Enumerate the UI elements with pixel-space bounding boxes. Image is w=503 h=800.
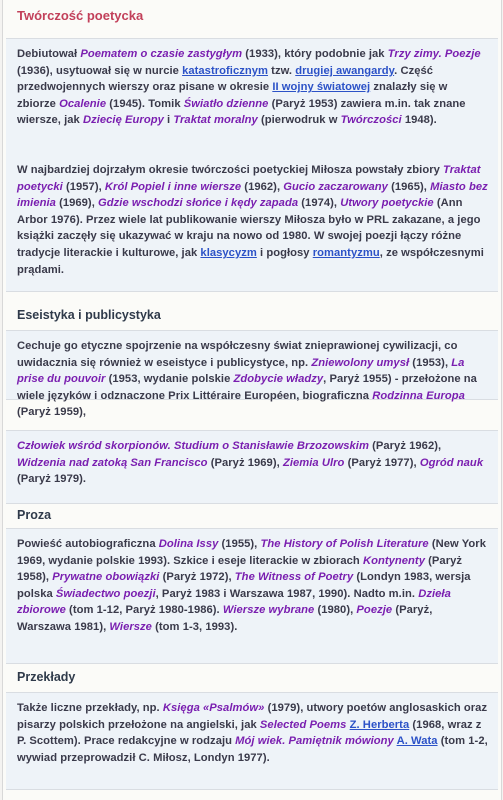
text: (1968, wraz z P. Scottem). Prace redakcyjne w rodzaju [17, 718, 482, 748]
text: i pogłosy [256, 246, 313, 259]
work-title: Dzieła zbiorowe [17, 587, 451, 617]
text: (Paryż 1979). [17, 473, 87, 486]
section-przeklady [17, 670, 489, 684]
text: (Londyn 1983, wersja polska [17, 571, 471, 600]
text: (1980), [314, 604, 357, 617]
text: Powieść autobiograficzna [17, 538, 159, 550]
text: (1965), [387, 180, 431, 193]
text: (1957), [62, 180, 105, 193]
paragraph-eseistyka-cd [17, 438, 489, 488]
text: (1974), [298, 197, 341, 210]
work-title: Poematem o czasie zastygłym [80, 48, 243, 60]
paragraph [17, 338, 489, 421]
work-title: The History of Polish Literature [260, 538, 429, 550]
work-title: Gdzie wschodzi słońce i kędy zapada [98, 197, 299, 210]
work-title: Utwory poetyckie [340, 197, 434, 210]
text: (Paryż 1969), [207, 456, 283, 469]
work-title: Ziemia Ulro [282, 456, 345, 469]
text: (1979), utwory poetów anglosaskich oraz pisarzy polskich przełożone na angielski, jak [17, 702, 488, 731]
text: Także liczne przekłady, np. [17, 702, 163, 714]
work-title: Dziecię Europy [82, 114, 164, 127]
work-title: Traktat moralny [173, 114, 258, 127]
text: (New York 1969, wydanie polskie 1993). Szkice i eseje literackie w zbiorach [17, 538, 486, 567]
text: (Ann Arbor 1976). Przez wiele lat publikowanie wierszy Miłosza było w PRL zakazane, a jego książki zaczęły się ukazywać w kraju na nowo od 1980. W swojej poezji łączy różne tradycje literackie i kulturowe, jak [17, 197, 481, 259]
text: znalazły się w zbiorze [17, 81, 448, 110]
text: (pierwodruk w [257, 114, 341, 127]
work-title: The Witness of Poetry [234, 571, 354, 584]
work-title: Kontynenty [362, 554, 425, 567]
text: (tom 1-3, 1993). [151, 620, 238, 633]
link-z-herbert[interactable]: Z. Herberta [349, 718, 410, 731]
work-title: Gucio zaczarowany [283, 180, 388, 193]
work-title: Zniewolony umysł [311, 356, 410, 369]
paragraph-debiut [17, 46, 489, 129]
link-ii-wojna-swiatowa[interactable]: II wojny światowej [272, 81, 371, 94]
paragraph-przeklady [17, 700, 489, 766]
work-title: Ocalenie [59, 97, 107, 110]
work-title: Dolina Issy [158, 538, 219, 550]
text: (Paryż 1977), [344, 456, 420, 469]
link-katastroficzny[interactable]: katastroficznym [182, 64, 269, 77]
text: (1933), który podobnie jak [242, 48, 388, 60]
text: (Paryż 1953) zawiera m.in. tak znane wiersze, jak [17, 97, 466, 127]
text: (Paryż 1962), [368, 440, 442, 452]
work-title: Trzy zimy. Poezje [387, 48, 481, 60]
text: tzw. [268, 64, 296, 77]
work-title: Wiersze [109, 620, 152, 633]
text: Cechuje go etyczne spojrzenie na współczesny świat znieprawionej cywilizacji, co uwidacznia się również w eseistyce i publicystyce, np. [17, 340, 458, 369]
text: . Część przedwojennych wierszy oraz pisane w okresie [17, 64, 434, 94]
work-title: Człowiek wśród skorpionów. Studium o Stanisławie Brzozowskim [17, 440, 369, 452]
text: , Paryż 1983 i Warszawa 1987, 1990). Nadto m.in. [155, 587, 419, 600]
text: (tom 1-2, wywiad przeprowadził C. Miłosz, Londyn 1977). [17, 735, 488, 764]
section-eseistyka [17, 308, 489, 322]
text: , ze współczesnymi prądami. [17, 246, 484, 276]
text: (Paryż 1972), [159, 571, 235, 584]
paragraph [17, 438, 489, 488]
text: (1953), [409, 356, 452, 369]
link-a-wat[interactable]: A. Wata [396, 735, 438, 748]
work-title: Miasto bez imienia [17, 180, 488, 210]
text: Debiutował [17, 48, 81, 60]
link-romantyzm[interactable]: romantyzmu [312, 246, 380, 259]
work-title: Król Popiel i inne wiersze [104, 180, 242, 193]
text: i [163, 114, 174, 127]
text: (tom 1-12, Paryż 1980-1986). [65, 604, 223, 617]
work-title: Selected Poems [259, 718, 347, 731]
paragraph [17, 700, 489, 766]
link-druga-awangarda[interactable]: drugiej awangardy [295, 64, 395, 77]
paragraph-dojrzaly-okres [17, 162, 489, 278]
work-title: Świadectwo poezji [55, 587, 156, 600]
section-heading: Twórczość poetycka [17, 8, 144, 23]
text: (1945). Tomik [106, 97, 184, 110]
paragraph [17, 46, 489, 129]
work-title: Światło dzienne [183, 97, 269, 110]
section-heading: Eseistyka i publicystyka [17, 308, 161, 322]
work-title: Twórczości [340, 114, 402, 127]
work-title: Wiersze wybrane [222, 604, 315, 617]
text: (1936), usytuował się w nurcie [17, 64, 183, 77]
text: 1948). [401, 114, 437, 127]
text: (1962), [241, 180, 284, 193]
paragraph-eseistyka [17, 338, 489, 421]
work-title: Poezje [356, 604, 393, 617]
text: (1953, wydanie polskie [105, 373, 234, 386]
text: (Paryż, Warszawa 1981), [17, 604, 433, 633]
paragraph-proza [17, 536, 489, 636]
paragraph [17, 536, 489, 636]
work-title: Traktat poetycki [17, 164, 481, 193]
work-title: Widzenia nad zatoką San Francisco [17, 456, 208, 469]
work-title: Ogród nauk [419, 456, 484, 469]
work-title: Prywatne obowiązki [52, 571, 160, 584]
text: (Paryż 1958), [17, 554, 463, 584]
work-title: Mój wiek. Pamiętnik mówiony [235, 735, 394, 748]
section-tworczosc-poetycka [17, 8, 489, 23]
work-title: Zdobycie władzy [233, 373, 324, 386]
text: (1969), [55, 197, 99, 210]
work-title: La prise du pouvoir [17, 356, 465, 386]
text: (1955), [218, 538, 261, 550]
section-heading: Proza [17, 508, 52, 522]
document-page [2, 0, 502, 800]
section-heading: Przekłady [17, 670, 76, 684]
paragraph [17, 162, 489, 278]
work-title: Rodzinna Europa [372, 389, 465, 402]
text: , Paryż 1955) - przełożone na wiele języków i odznaczone Prix Littéraire Européen, biograficzna [17, 373, 477, 402]
text: (Paryż 1959), [17, 406, 87, 419]
text: W najbardziej dojrzałym okresie twórczości poetyckiej Miłosza powstały zbiory [17, 164, 444, 176]
link-klasycyzm[interactable]: klasycyzm [200, 246, 257, 259]
section-proza [17, 508, 489, 522]
work-title: Księga «Psalmów» [162, 702, 265, 714]
